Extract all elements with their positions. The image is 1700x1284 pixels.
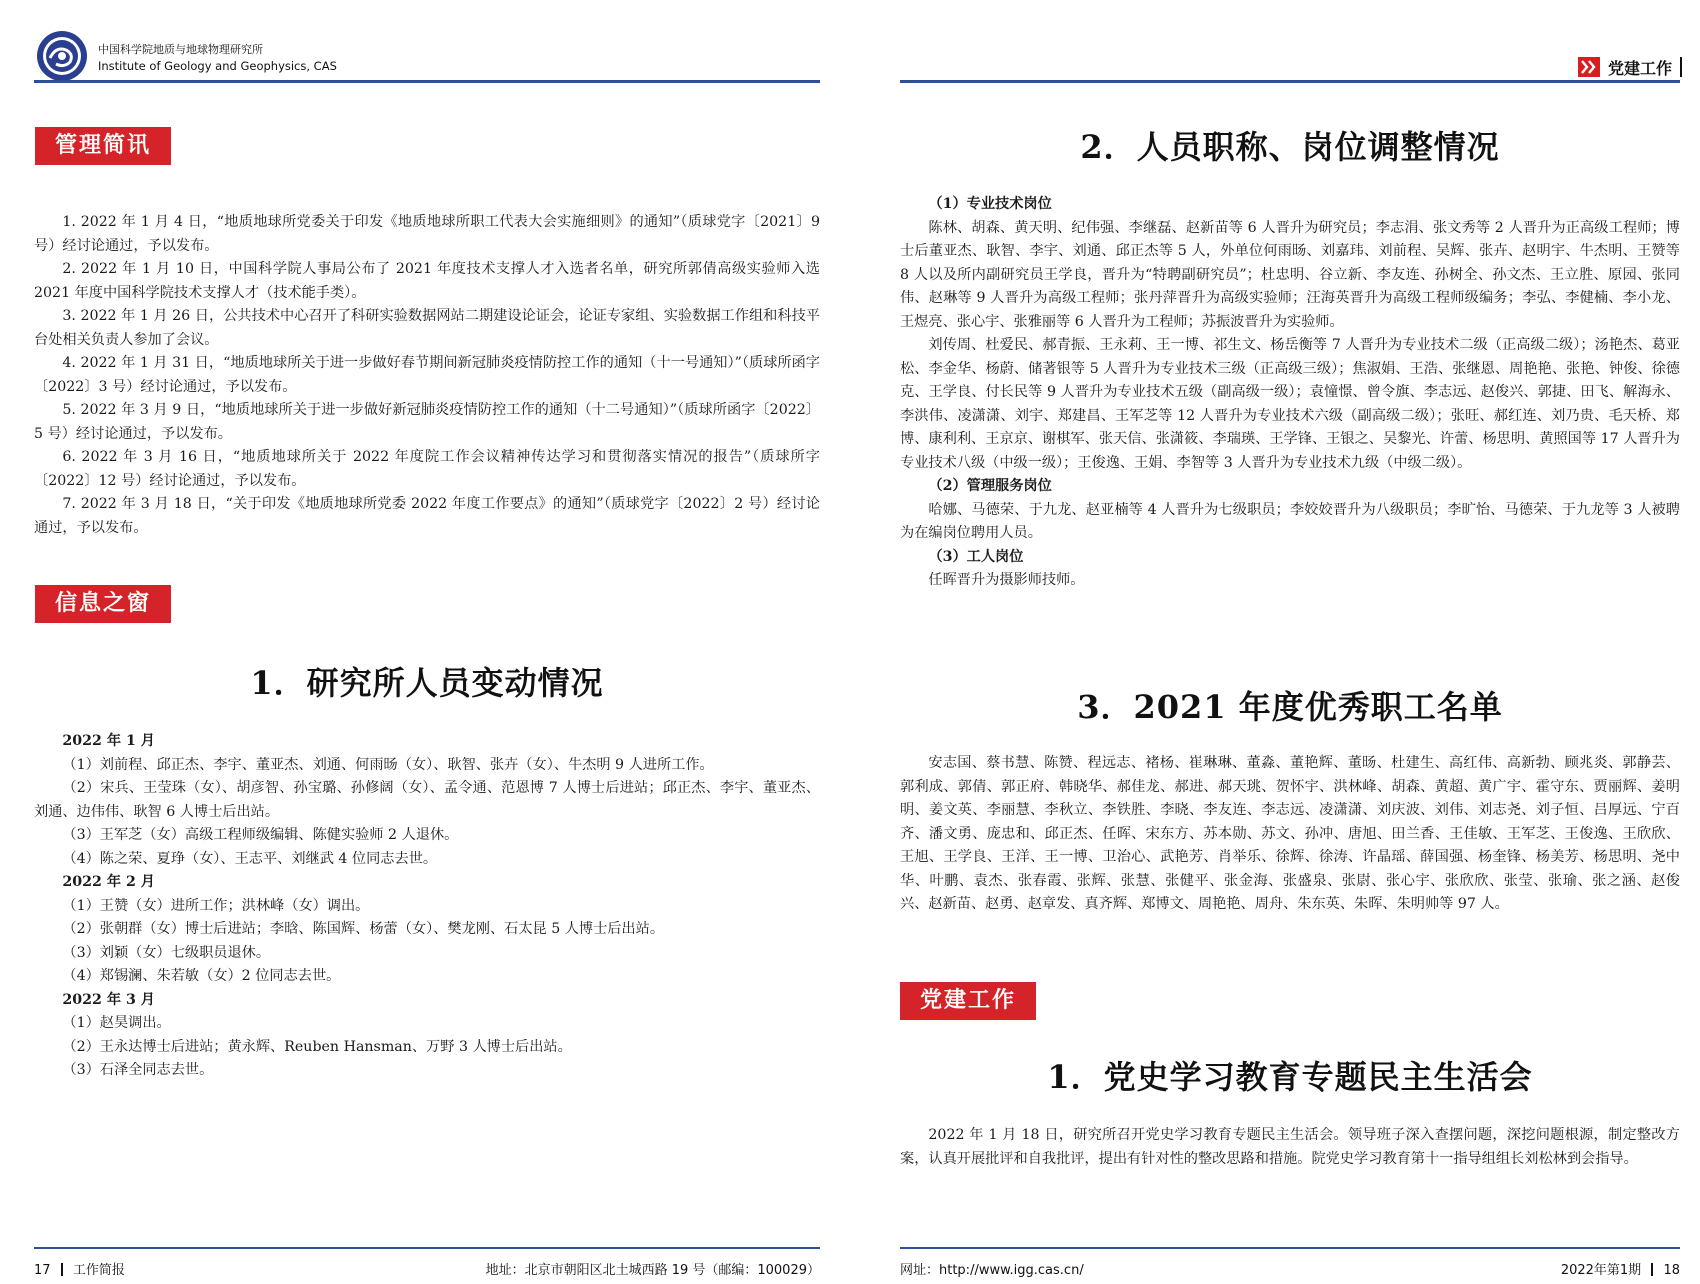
change-item: （2）宋兵、王莹珠（女）、胡彦智、孙宝璐、孙修阔（女）、孟令通、范恩博 7 人博士后进站；邱正杰、李宇、董亚杰、刘通、边伟伟、耿智 6 人博士后出站。 bbox=[34, 780, 820, 820]
party-history-body bbox=[900, 1124, 1680, 1171]
tag-party-building: 党建工作 bbox=[900, 982, 1036, 1020]
title-title-adjustments: 2．人员职称、岗位调整情况 bbox=[1080, 128, 1500, 166]
subsection-heading: （3）工人岗位 bbox=[928, 548, 1024, 565]
title-staff-changes: 1．研究所人员变动情况 bbox=[250, 664, 604, 702]
issue-number: 2022年第1期 bbox=[1560, 1263, 1642, 1278]
section-flag bbox=[1578, 54, 1682, 80]
subsection-heading: （1）专业技术岗位 bbox=[928, 196, 1052, 212]
change-item: （4）陈之荣、夏琤（女）、王志平、刘继武 4 位同志去世。 bbox=[62, 850, 438, 867]
header-rule bbox=[34, 80, 820, 83]
footer-divider bbox=[61, 1263, 63, 1276]
change-item: （3）刘颖（女）七级职员退休。 bbox=[62, 944, 271, 961]
change-item: （2）张朝群（女）博士后进站；李晗、陈国辉、杨蕾（女）、樊龙刚、石太昆 5 人博士后出站。 bbox=[62, 921, 665, 937]
news-item: 7. 2022 年 3 月 18 日，“关于印发《地质地球所党委 2022 年度工作要点》的通知”（质球党字〔2022〕2 号）经讨论通过，予以发布。 bbox=[34, 496, 820, 536]
news-item: 6. 2022 年 3 月 16 日，“地质地球所关于 2022 年度院工作会议精神传达学习和贯彻落实情况的报告”（质球所字〔2022〕12 号）经讨论通过，予以发布。 bbox=[34, 449, 820, 489]
institute-name-cn: 中国科学院地质与地球物理研究所 bbox=[98, 43, 263, 56]
title-excellent-staff: 3．2021 年度优秀职工名单 bbox=[1077, 688, 1503, 726]
news-item: 4. 2022 年 1 月 31 日，“地质地球所关于进一步做好春节期间新冠肺炎疫情防控工作的通知（十一号通知）”（质球所函字〔2022〕3 号）经讨论通过，予以发布。 bbox=[34, 355, 820, 395]
change-item: （3）王军芝（女）高级工程师级编辑、陈健实验师 2 人退休。 bbox=[62, 827, 459, 843]
month-heading: 2022 年 3 月 bbox=[62, 991, 155, 1008]
excellent-staff-list: 安志国、蔡书慧、陈赞、程远志、褚杨、崔琳琳、董淼、董艳辉、董旸、杜建生、高红伟、高新勃、顾兆炎、郭静芸、郭利成、郭倩、郭正府、韩晓华、郝佳龙、郝进、郝天珧、贺怀宇、洪林峰、胡森、黄超、黄广宇、霍守东、贾丽辉、姜明明、姜文英、李丽慧、李秋立、李铁胜、李晓、李友连、李志远、凌潇潇、刘庆波、刘伟、刘志尧、刘子恒、吕厚远、宁百齐、潘文勇、庞忠和、邱正杰、任晖、宋东方、苏本勋、苏文、孙冲、唐旭、田兰香、王佳敏、王军芝、王俊逸、王欣欣、王旭、王学良、王洋、王一博、卫治心、武艳芳、肖举乐、徐辉、徐涛、许晶瑶、薛国强、杨奎锋、杨美芳、杨思明、尧中华、叶鹏、袁杰、张春霞、张辉、张慧、张健平、张金海、张盛泉、张尉、张心宇、张欣欣、张莹、张瑜、张之涵、赵俊兴、赵新苗、赵勇、赵章发、真齐辉、郑博文、周艳艳、周舟、朱东英、朱晖、朱明帅等 97 人。 bbox=[900, 755, 1680, 912]
page-number: 18 bbox=[1663, 1263, 1680, 1278]
paragraph: 哈娜、马德荣、于九龙、赵亚楠等 4 人晋升为七级职员；李姣姣晋升为八级职员；李旷怡、马德荣、于九龙等 3 人被聘为在编岗位聘用人员。 bbox=[900, 501, 1680, 541]
section-flag-label: 党建工作 bbox=[1607, 58, 1672, 78]
institute-name-en: Institute of Geology and Geophysics, CAS bbox=[98, 59, 337, 73]
staff-changes-list bbox=[34, 730, 820, 1083]
change-item: （2）王永达博士后进站；黄永辉、Reuben Hansman、万野 3 人博士后出站。 bbox=[62, 1038, 572, 1055]
change-item: （4）郑锡澜、朱若敏（女）2 位同志去世。 bbox=[62, 968, 341, 984]
footer-rule bbox=[34, 1247, 820, 1249]
subsection-heading: （2）管理服务岗位 bbox=[928, 478, 1052, 494]
page-number: 17 bbox=[34, 1263, 51, 1278]
title-party-history-meeting: 1．党史学习教育专题民主生活会 bbox=[1047, 1058, 1533, 1096]
footer-address: 地址：北京市朝阳区北土城西路 19 号（邮编：100029） bbox=[485, 1263, 820, 1278]
news-item: 1. 2022 年 1 月 4 日，“地质地球所党委关于印发《地质地球所职工代表大会实施细则》的通知”（质球党字〔2021〕9 号）经讨论通过，予以发布。 bbox=[34, 214, 820, 254]
title-adjustments-body bbox=[900, 193, 1680, 593]
month-heading: 2022 年 1 月 bbox=[62, 733, 155, 749]
footer-url: 网址：http://www.igg.cas.cn/ bbox=[900, 1263, 1084, 1278]
paragraph: 刘传周、杜爱民、郝青振、王永莉、王一博、祁生文、杨岳衡等 7 人晋升为专业技术二级（正高级二级）；汤艳杰、葛亚松、李金华、杨蔚、储著银等 5 人晋升为专业技术三级（正高级三级）；焦淑娟、王浩、张继恩、周艳艳、张艳、钟俊、徐德克、王学良、付长民等 9 人晋升为专业技术五级（副高级一级）；袁憧憬、曾令旗、李志远、赵俊兴、郭捷、田飞、解海永、李洪伟、凌潇潇、刘宇、郑建昌、王军芝等 12 人晋升为专业技术六级（副高级二级）；张旺、郝红连、刘乃贵、毛天桥、郑博、康利利、王京京、谢棋军、张天信、张潇筱、李瑞瑛、王学锋、王银之、吴黎光、许蕾、杨思明、黄照国等 17 人晋升为专业技术八级（中级一级）；王俊逸、王娟、李智等 3 人晋升为专业技术九级（中级二级）。 bbox=[900, 337, 1680, 471]
publication-name: 工作简报 bbox=[72, 1263, 125, 1278]
change-item: （1）王赞（女）进所工作；洪林峰（女）调出。 bbox=[62, 897, 370, 914]
excellent-staff-body bbox=[900, 752, 1680, 917]
news-item: 5. 2022 年 3 月 9 日，“地质地球所关于进一步做好新冠肺炎疫情防控工作的通知（十二号通知）”（质球所函字〔2022〕5 号）经讨论通过，予以发布。 bbox=[34, 402, 820, 442]
section-flag-bar bbox=[1680, 57, 1682, 77]
tag-management-news: 管理简讯 bbox=[35, 127, 171, 165]
news-item: 2. 2022 年 1 月 10 日，中国科学院人事局公布了 2021 年度技术支撑人才入选者名单，研究所郭倩高级实验师入选 2021 年度中国科学院技术支撑人才（技术能手类）。 bbox=[34, 261, 820, 301]
management-news-list bbox=[34, 211, 820, 540]
footer-rule bbox=[900, 1247, 1680, 1249]
right-page bbox=[850, 0, 1700, 1284]
tag-info-window: 信息之窗 bbox=[35, 585, 171, 623]
paragraph: 任晖晋升为摄影师技师。 bbox=[928, 572, 1085, 588]
double-chevron-icon bbox=[1578, 57, 1600, 77]
change-item: （1）刘前程、邱正杰、李宇、董亚杰、刘通、何雨旸（女）、耿智、张卉（女）、牛杰明 9 人进所工作。 bbox=[62, 756, 714, 773]
footer-left-info bbox=[34, 1259, 125, 1278]
institute-logo-icon bbox=[36, 30, 88, 82]
footer-right-info bbox=[1561, 1259, 1680, 1278]
footer-divider bbox=[1651, 1263, 1653, 1276]
header-rule bbox=[900, 80, 1680, 83]
change-item: （3）石泽全同志去世。 bbox=[62, 1062, 214, 1078]
news-item: 3. 2022 年 1 月 26 日，公共技术中心召开了科研实验数据网站二期建设论证会，论证专家组、实验数据工作组和科技平台处相关负责人参加了会议。 bbox=[34, 308, 820, 348]
paragraph: 陈林、胡森、黄天明、纪伟强、李继磊、赵新苗等 6 人晋升为研究员；李志涓、张文秀等 2 人晋升为正高级工程师；博士后董亚杰、耿智、李宇、刘通、邱正杰等 5 人，外单位何雨旸、刘嘉玮、刘前程、吴辉、张卉、赵明宇、牛杰明、王赞等 8 人以及所内副研究员王学良，晋升为“特聘副研究员”；杜忠明、谷立新、李友连、孙树全、孙文杰、王立胜、原园、张同伟、赵琳等 9 人晋升为高级工程师；张丹萍晋升为高级实验师；汪海英晋升为高级工程师级编务；李弘、李健楠、李小龙、王煜亮、张心宇、张雅丽等 6 人晋升为工程师；苏振波晋升为实验师。 bbox=[900, 219, 1680, 330]
change-item: （1）赵昊调出。 bbox=[62, 1015, 171, 1031]
paragraph: 2022 年 1 月 18 日，研究所召开党史学习教育专题民主生活会。领导班子深入查摆问题，深挖问题根源，制定整改方案，认真开展批评和自我批评，提出有针对性的整改思路和措施。院党史学习教育第十一指导组组长刘松林到会指导。 bbox=[900, 1127, 1680, 1167]
institute-name bbox=[98, 42, 337, 74]
month-heading: 2022 年 2 月 bbox=[62, 874, 155, 890]
